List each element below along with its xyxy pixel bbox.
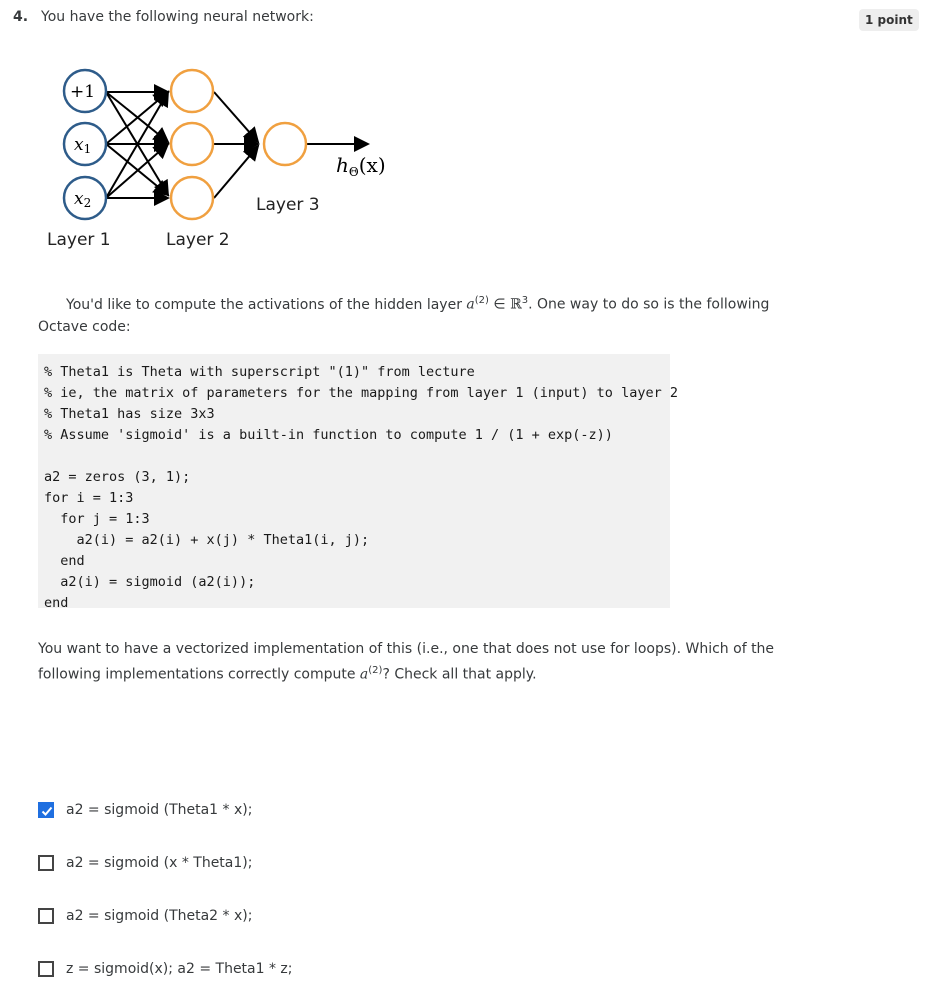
code-line: % Theta1 is Theta with superscript "(1)" from lecture xyxy=(44,364,475,380)
option-4[interactable] xyxy=(38,961,293,977)
option-label: a2 = sigmoid (Theta2 * x); xyxy=(66,908,253,924)
neural-network-diagram xyxy=(30,50,410,260)
option-3[interactable] xyxy=(38,908,252,924)
code-line: a2 = zeros (3, 1); xyxy=(44,469,191,485)
octave-code-block xyxy=(38,354,678,611)
hidden-node-2 xyxy=(171,123,213,165)
option-1[interactable] xyxy=(38,802,252,818)
code-line: end xyxy=(44,595,69,611)
option-label: z = sigmoid(x); a2 = Theta1 * z; xyxy=(66,961,293,977)
points-badge: 1 point xyxy=(859,9,919,31)
question-title: You have the following neural network: xyxy=(41,9,314,25)
code-line xyxy=(44,446,658,467)
code-line: for j = 1:3 xyxy=(44,511,150,527)
code-line: % Assume 'sigmoid' is a built-in function to compute 1 / (1 + exp(-z)) xyxy=(44,427,613,443)
input-node-x1-label: x1 xyxy=(74,135,92,156)
checkbox-icon[interactable] xyxy=(38,961,54,977)
option-label: a2 = sigmoid (x * Theta1); xyxy=(66,855,253,871)
connections-l1-l2 xyxy=(106,92,168,198)
question-prose-2: You want to have a vectorized implementation of this (i.e., one that does not use for loops). Which of the following implementations correctly compute $a^{(2)}$? Check all that apply. xyxy=(38,641,775,683)
checkmark-icon xyxy=(41,805,53,817)
hidden-node-3 xyxy=(171,177,213,219)
option-label: a2 = sigmoid (Theta1 * x); xyxy=(66,802,253,818)
output-label: $h_\Theta(x)$ xyxy=(336,153,386,179)
option-2[interactable] xyxy=(38,855,252,871)
code-line: % ie, the matrix of parameters for the mapping from layer 1 (input) to layer 2 xyxy=(44,385,678,401)
code-line: end xyxy=(44,553,85,569)
question-number: 4. xyxy=(13,9,29,25)
checkbox-icon[interactable] xyxy=(38,855,54,871)
layer1-label: Layer 1 xyxy=(47,230,111,250)
hidden-node-1 xyxy=(171,70,213,112)
code-line: for i = 1:3 xyxy=(44,490,134,506)
input-node-bias-label: +1 xyxy=(70,82,96,102)
layer2-label: Layer 2 xyxy=(166,230,230,250)
code-line: a2(i) = sigmoid (a2(i)); xyxy=(44,574,256,590)
checkbox-icon[interactable] xyxy=(38,908,54,924)
question-prose-1: You'd like to compute the activations of the hidden layer $a^{(2)}$ ∈ ℝ$^3$. One way to do so is the following Octave code: xyxy=(38,295,770,335)
code-line: % Theta1 has size 3x3 xyxy=(44,406,215,422)
code-line: a2(i) = a2(i) + x(j) * Theta1(i, j); xyxy=(44,532,370,548)
layer3-label: Layer 3 xyxy=(256,195,320,215)
input-node-x2-label: x2 xyxy=(74,189,92,210)
output-node xyxy=(264,123,306,165)
checkbox-icon[interactable] xyxy=(38,802,54,818)
